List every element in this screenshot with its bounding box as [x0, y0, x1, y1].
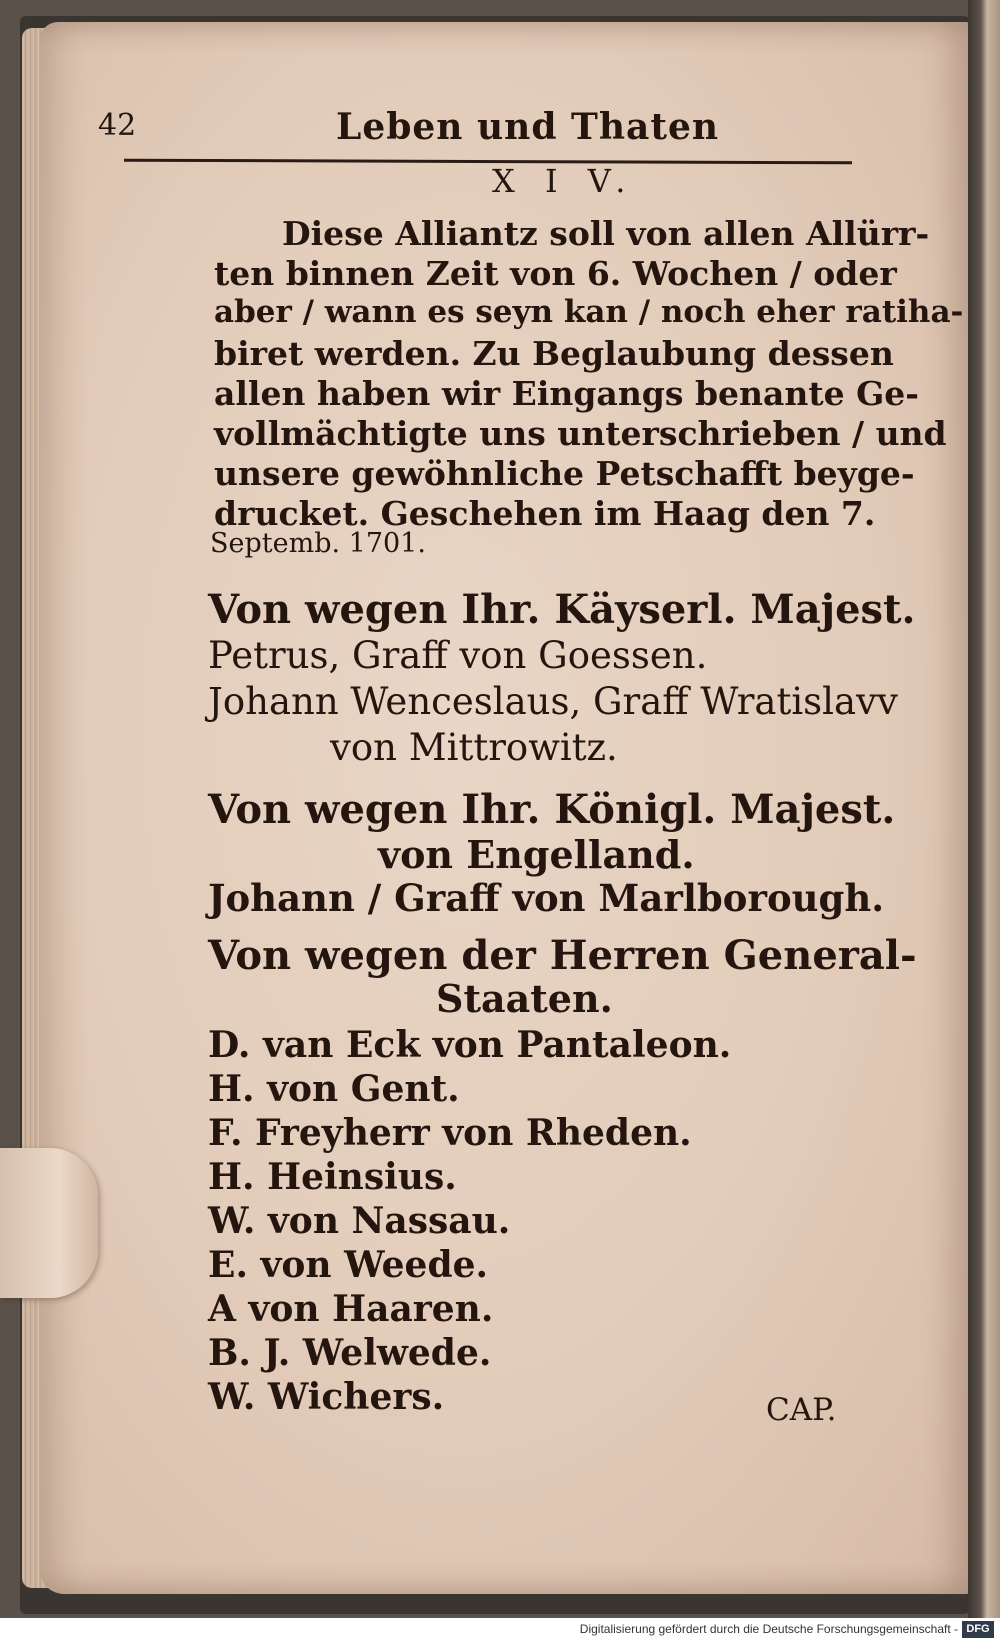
states-delegate: A von Haaren.: [208, 1288, 494, 1330]
royal-heading: Von wegen Ihr. Königl. Majest.: [208, 786, 896, 833]
paragraph-line: biret werden. Zu Beglaubung dessen: [214, 334, 894, 373]
funding-credit: Digitalisierung gefördert durch die Deutsche Forschungsgemeinschaft -: [579, 1622, 958, 1636]
states-delegate: H. Heinsius.: [208, 1156, 457, 1198]
paragraph-line: allen haben wir Eingangs benante Ge-: [214, 374, 919, 413]
states-delegate: W. Wichers.: [208, 1376, 445, 1418]
states-heading: Von wegen der Herren General-: [208, 932, 917, 979]
royal-heading-country: von Engelland.: [378, 832, 695, 877]
footer-bar: [0, 1618, 1000, 1643]
date-line: Septemb. 1701.: [210, 528, 426, 559]
royal-signatory: Johann / Graff von Marlborough.: [208, 876, 885, 920]
states-heading-2: Staaten.: [436, 976, 613, 1021]
running-head: Leben und Thaten: [336, 106, 720, 148]
imperial-heading: Von wegen Ihr. Käyserl. Majest.: [208, 586, 916, 633]
catchword: CAP.: [766, 1392, 837, 1428]
states-delegate: B. J. Welwede.: [208, 1332, 492, 1374]
page-clip-tab: [0, 1148, 98, 1298]
states-delegate: F. Freyherr von Rheden.: [208, 1112, 692, 1154]
states-delegate: W. von Nassau.: [208, 1200, 511, 1242]
article-number: X I V.: [492, 162, 636, 200]
imperial-signatory: Petrus, Graff von Goessen.: [208, 634, 708, 677]
page-number: 42: [98, 108, 137, 143]
paragraph-line: Diese Alliantz soll von allen Allürr-: [282, 214, 930, 253]
facing-page-edge: [968, 0, 1000, 1618]
states-delegate: E. von Weede.: [208, 1244, 489, 1286]
imperial-signatory: Johann Wenceslaus, Graff Wratislavv: [208, 680, 898, 723]
dfg-logo-icon: DFG: [962, 1621, 994, 1638]
states-delegate: H. von Gent.: [208, 1068, 460, 1110]
paragraph-line: ten binnen Zeit von 6. Wochen / oder: [214, 254, 897, 293]
imperial-signatory: von Mittrowitz.: [330, 726, 618, 769]
paragraph-line: aber / wann es seyn kan / noch eher ratiha-: [214, 294, 964, 330]
paragraph-line: unsere gewöhnliche Petschafft beyge-: [214, 454, 915, 493]
paragraph-line: drucket. Geschehen im Haag den 7.: [214, 494, 876, 533]
paragraph-line: vollmächtigte uns unterschrieben / und: [214, 414, 947, 453]
states-delegate: D. van Eck von Pantaleon.: [208, 1024, 732, 1066]
